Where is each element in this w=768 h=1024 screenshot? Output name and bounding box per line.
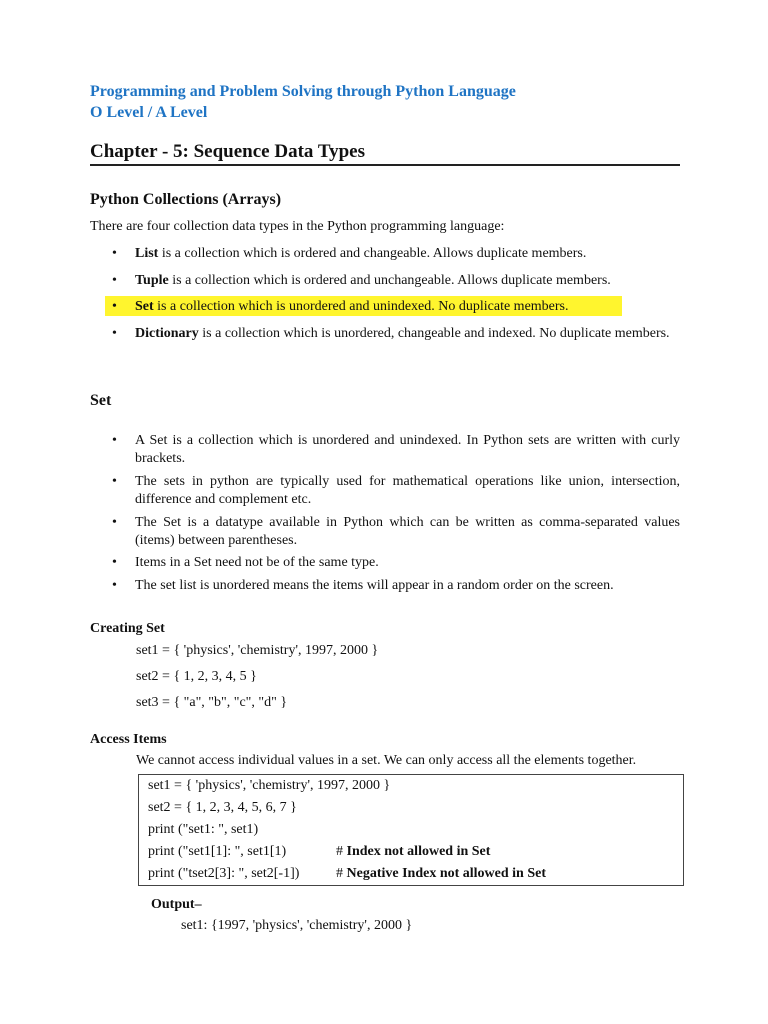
comment-text: Index not allowed in Set — [346, 844, 491, 859]
set-heading: Set — [90, 392, 112, 409]
bullet-icon: • — [112, 474, 117, 489]
bullet-icon: • — [112, 246, 117, 261]
set-bullet-text: The Set is a datatype available in Python which can be written as comma-separated values (items) between parentheses. — [135, 515, 680, 548]
code-line: set1 = { 'physics', 'chemistry', 1997, 2000 } — [136, 643, 379, 658]
bullet-icon: • — [112, 326, 117, 341]
course-title: Programming and Problem Solving through Python Language — [90, 83, 516, 100]
collection-description: is a collection which is unordered and unindexed. No duplicate members. — [153, 299, 569, 314]
code-line: set2 = { 1, 2, 3, 4, 5 } — [136, 669, 257, 684]
collection-term: Set — [135, 299, 154, 314]
code-line: set3 = { "a", "b", "c", "d" } — [136, 695, 288, 710]
bullet-icon: • — [112, 578, 117, 593]
course-level: O Level / A Level — [90, 104, 208, 121]
collections-heading: Python Collections (Arrays) — [90, 191, 282, 208]
chapter-title: Chapter - 5: Sequence Data Types — [90, 141, 365, 162]
bullet-icon: • — [112, 515, 117, 530]
creating-set-heading: Creating Set — [90, 621, 165, 636]
bullet-icon: • — [112, 273, 117, 288]
code-line: print ("tset2[3]: ", set2[-1]) — [148, 866, 300, 881]
code-line: print ("set1: ", set1) — [148, 822, 259, 837]
collection-description: is a collection which is ordered and changeable. Allows duplicate members. — [158, 246, 587, 261]
code-comment — [336, 844, 490, 860]
set-bullet-text: The sets in python are typically used for mathematical operations like union, intersection, difference and complement etc. — [135, 474, 680, 507]
set-bullet-text: The set list is unordered means the items will appear in a random order on the screen. — [135, 578, 614, 593]
bullet-icon: • — [112, 555, 117, 570]
collection-description: is a collection which is ordered and unchangeable. Allows duplicate members. — [168, 273, 611, 288]
code-line: set1 = { 'physics', 'chemistry', 1997, 2000 } — [148, 778, 391, 793]
code-line: print ("set1[1]: ", set1[1) — [148, 844, 287, 859]
code-line: set2 = { 1, 2, 3, 4, 5, 6, 7 } — [148, 800, 297, 815]
code-comment — [336, 866, 546, 882]
collection-description: is a collection which is unordered, changeable and indexed. No duplicate members. — [198, 326, 670, 341]
comment-text: Negative Index not allowed in Set — [346, 866, 546, 881]
access-items-heading: Access Items — [90, 732, 167, 747]
output-line: set1: {1997, 'physics', 'chemistry', 2000 } — [181, 918, 413, 933]
output-label: Output– — [151, 897, 202, 912]
comment-hash: # — [336, 866, 347, 881]
chapter-divider — [90, 164, 680, 166]
set-bullet-text: A Set is a collection which is unordered and unindexed. In Python sets are written with curly brackets. — [135, 433, 680, 466]
collection-term: List — [135, 246, 159, 261]
collection-term: Tuple — [135, 273, 169, 288]
bullet-icon: • — [112, 299, 117, 314]
bullet-icon: • — [112, 433, 117, 448]
set-bullet-text: Items in a Set need not be of the same type. — [135, 555, 379, 570]
access-items-description: We cannot access individual values in a set. We can only access all the elements together. — [136, 753, 637, 768]
collection-term: Dictionary — [135, 326, 199, 341]
comment-hash: # — [336, 844, 347, 859]
collections-intro: There are four collection data types in the Python programming language: — [90, 219, 505, 234]
